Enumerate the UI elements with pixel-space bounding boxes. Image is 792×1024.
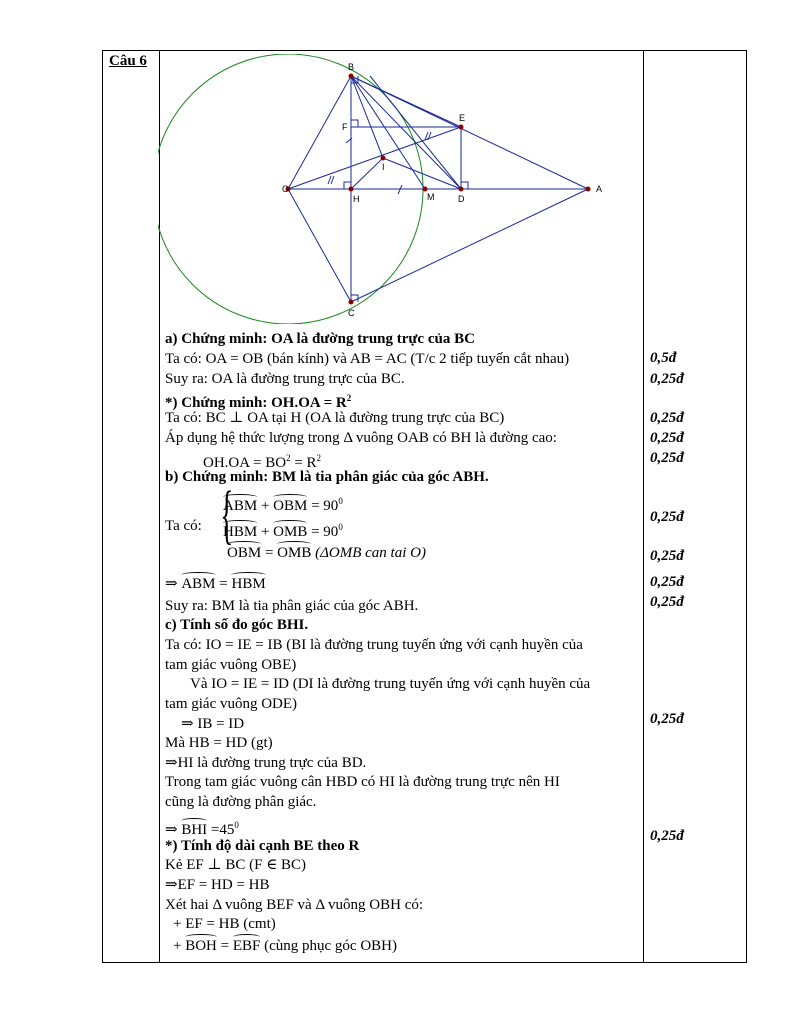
score-2: 0,25đ xyxy=(650,371,684,387)
score-1: 0,5đ xyxy=(650,350,677,366)
part-a-title: a) Chứng minh: OA là đường trung trực của BC xyxy=(165,331,475,347)
score-3: 0,25đ xyxy=(650,410,684,426)
line-a2: Suy ra: OA là đường trung trực của BC. xyxy=(165,371,405,387)
score-4: 0,25đ xyxy=(650,430,684,446)
part-c-title: c) Tính số đo góc BHI. xyxy=(165,617,309,633)
question-label: Câu 6 xyxy=(109,53,147,69)
line-a5: Áp dụng hệ thức lượng trong Δ vuông OAB có BH là đường cao: xyxy=(165,430,557,446)
line-c6: Mà HB = HD (gt) xyxy=(165,735,273,751)
line-a6: $OH.OA = BO^2 = R^2$ xyxy=(203,453,322,471)
label-c: C xyxy=(348,308,355,318)
line-d5: + BOH = EBF (cùng phục góc OBH) xyxy=(173,938,398,954)
label-e: E xyxy=(459,113,466,123)
score-5: 0,25đ xyxy=(650,450,684,466)
line-c8: Trong tam giác vuông cân HBD có HI là đường trung trực nên HI xyxy=(165,774,560,790)
line-b-eq1: ABM + OBM = $90^0$ xyxy=(223,496,343,514)
line-a1: Ta có: OA = OB (bán kính) và AB = AC (T/c 2 tiếp tuyến cắt nhau) xyxy=(165,351,570,367)
part-b-title: b) Chứng minh: BM là tia phân giác của góc ABH. xyxy=(165,469,489,485)
line-d1: Kẻ EF ⊥ BC (F ∈ BC) xyxy=(165,857,307,873)
line-b-result: ⇒ ABM = HBM xyxy=(165,576,266,592)
line-c9: cũng là đường phân giác. xyxy=(165,794,317,810)
line-d4: + EF = HB (cmt) xyxy=(173,916,276,932)
line-b-eq2: HBM + OMB = $90^0$ xyxy=(223,522,343,540)
line-d3: Xét hai Δ vuông BEF và Δ vuông OBH có: xyxy=(165,897,424,913)
line-c2: tam giác vuông OBE) xyxy=(165,657,297,673)
system-brace: { xyxy=(220,478,234,551)
line-c7: ⇒HI là đường trung trực của BD. xyxy=(165,755,367,771)
score-10: 0,25đ xyxy=(650,711,684,727)
label-o: O xyxy=(282,184,290,194)
score-11: 0,25đ xyxy=(650,828,684,844)
line-b-eq3: OBM = OMB (ΔOMB can tai O) xyxy=(227,545,426,561)
label-d: D xyxy=(458,194,465,204)
line-d2: ⇒EF = HD = HB xyxy=(165,877,270,893)
line-a4: Ta có: BC ⊥ OA tại H (OA là đường trung trực của BC) xyxy=(165,410,505,426)
line-b-lead: Ta có: xyxy=(165,518,202,534)
geometry-figure xyxy=(158,54,628,324)
part-d-title: *) Tính độ dài cạnh BE theo R xyxy=(165,838,360,854)
label-h: H xyxy=(353,194,360,204)
score-6: 0,25đ xyxy=(650,509,684,525)
column-divider-right xyxy=(643,51,644,962)
line-c3: Và IO = IE = ID (DI là đường trung tuyến ứng với cạnh huyền của xyxy=(190,676,591,692)
label-a: A xyxy=(596,184,603,194)
line-c5: ⇒ IB = ID xyxy=(181,716,245,732)
line-c10: ⇒ BHI $=45^0$ xyxy=(165,820,239,838)
part-a3-title: *) Chứng minh: $OH.OA = R^2$ xyxy=(165,393,352,411)
label-i: I xyxy=(382,162,385,172)
label-m: M xyxy=(427,192,435,202)
label-f: F xyxy=(342,122,348,132)
score-9: 0,25đ xyxy=(650,594,684,610)
score-8: 0,25đ xyxy=(650,574,684,590)
line-c1: Ta có: IO = IE = IB (BI là đường trung tuyến ứng với cạnh huyền của xyxy=(165,637,583,653)
label-b: B xyxy=(348,62,355,72)
line-c4: tam giác vuông ODE) xyxy=(165,696,298,712)
score-7: 0,25đ xyxy=(650,548,684,564)
line-b-conclusion: Suy ra: BM là tia phân giác của góc ABH. xyxy=(165,598,419,614)
